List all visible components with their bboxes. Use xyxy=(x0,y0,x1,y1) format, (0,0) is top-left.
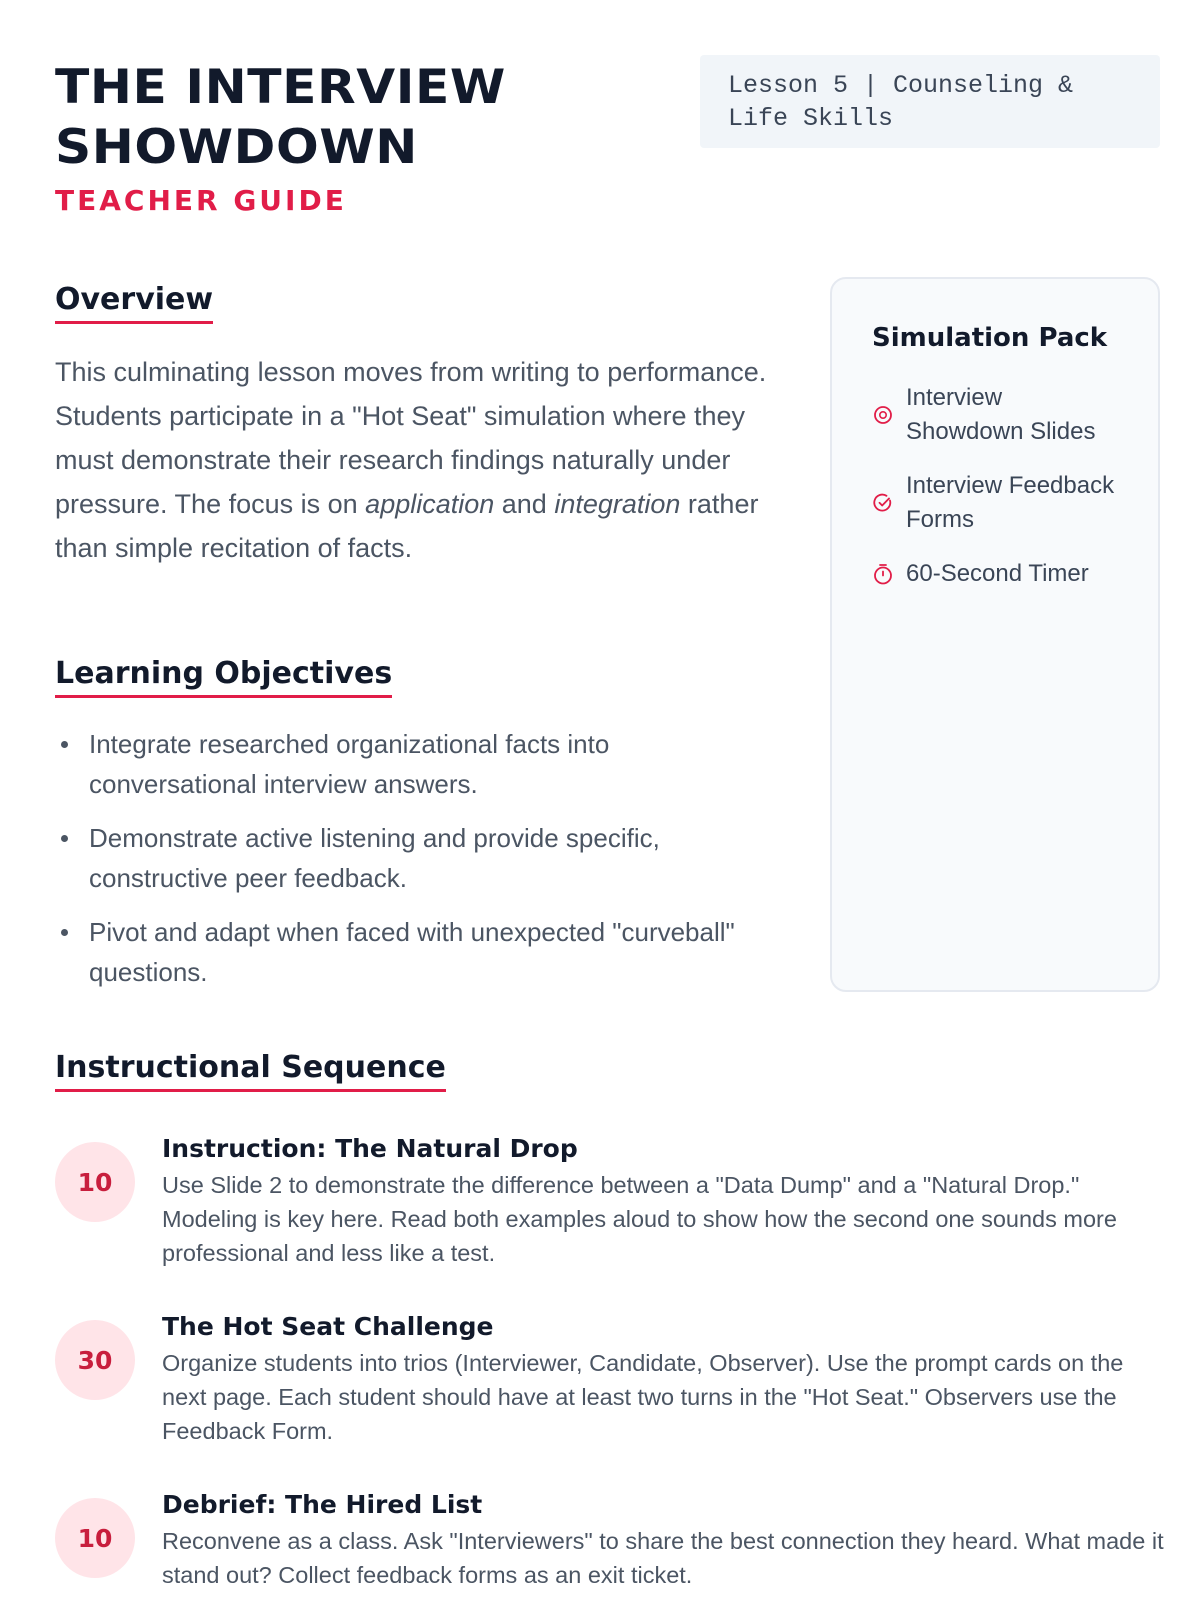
overview-heading: Overview xyxy=(55,282,213,324)
step-title: The Hot Seat Challenge xyxy=(162,1312,494,1341)
objective-item: Demonstrate active listening and provide specific, constructive peer feedback. xyxy=(55,818,775,898)
objectives-heading: Learning Objectives xyxy=(55,656,392,698)
pack-item-feedback-forms[interactable] xyxy=(872,469,1118,537)
step-minutes-badge: 10 xyxy=(55,1498,135,1578)
page-title xyxy=(55,58,718,178)
sequence-heading: Instructional Sequence xyxy=(55,1050,446,1092)
overview-text-part1: This culminating lesson moves from writing to performance. Students participate in a "Hot Seat" simulation where they must demonstrate their research findings naturally under pressure. The focus is on xyxy=(55,357,767,519)
simulation-pack-heading: Simulation Pack xyxy=(872,323,1108,353)
sequence-step xyxy=(55,1488,1165,1600)
sequence-step xyxy=(55,1310,1165,1448)
page-subtitle: TEACHER GUIDE xyxy=(55,184,347,217)
overview-text-part2: and xyxy=(494,489,555,519)
step-description: Reconvene as a class. Ask "Interviewers" to share the best connection they heard. What made it stand out? Collect feedback forms as an exit ticket. xyxy=(162,1528,1164,1588)
step-description: Use Slide 2 to demonstrate the difference between a "Data Dump" and a "Natural Drop." Modeling is key here. Read both examples aloud to show how the second one sounds more professional and less like a test. xyxy=(162,1172,1117,1266)
step-description: Organize students into trios (Interviewer, Candidate, Observer). Use the prompt cards on the next page. Each student should have at least two turns in the "Hot Seat." Observers use the Feedback Form. xyxy=(162,1350,1124,1444)
objective-item: Pivot and adapt when faced with unexpected "curveball" questions. xyxy=(55,912,775,992)
title-line-2: SHOWDOWN xyxy=(55,120,418,175)
sequence-step xyxy=(55,1132,1165,1270)
objectives-list xyxy=(55,724,775,992)
overview-text-part3: rather than simple recitation of facts. xyxy=(55,489,759,563)
stopwatch-icon xyxy=(872,563,894,585)
objective-item: Integrate researched organizational facts into conversational interview answers. xyxy=(55,724,775,804)
step-minutes-badge: 10 xyxy=(55,1142,135,1222)
lesson-tag: Lesson 5 | Counseling & Life Skills xyxy=(700,55,1160,148)
overview-emphasis-application: application xyxy=(365,489,495,519)
overview-emphasis-integration: integration xyxy=(554,489,681,519)
overview-section xyxy=(55,282,775,570)
objectives-section xyxy=(55,656,775,1006)
pack-item-label: Interview Showdown Slides xyxy=(906,384,1096,445)
check-circle-icon xyxy=(872,492,894,514)
overview-text xyxy=(55,350,775,570)
pack-item-timer[interactable] xyxy=(872,557,1118,591)
pack-item-label: 60-Second Timer xyxy=(906,560,1089,587)
play-circle-icon xyxy=(872,404,894,426)
simulation-pack-card xyxy=(830,277,1160,992)
sequence-section xyxy=(55,1050,1165,1600)
pack-item-label: Interview Feedback Forms xyxy=(906,472,1115,533)
step-title: Instruction: The Natural Drop xyxy=(162,1134,578,1163)
document-header xyxy=(55,58,675,217)
step-title: Debrief: The Hired List xyxy=(162,1490,483,1519)
step-minutes-badge: 30 xyxy=(55,1320,135,1400)
pack-item-slides[interactable] xyxy=(872,381,1118,449)
title-line-1: THE INTERVIEW xyxy=(55,60,506,115)
